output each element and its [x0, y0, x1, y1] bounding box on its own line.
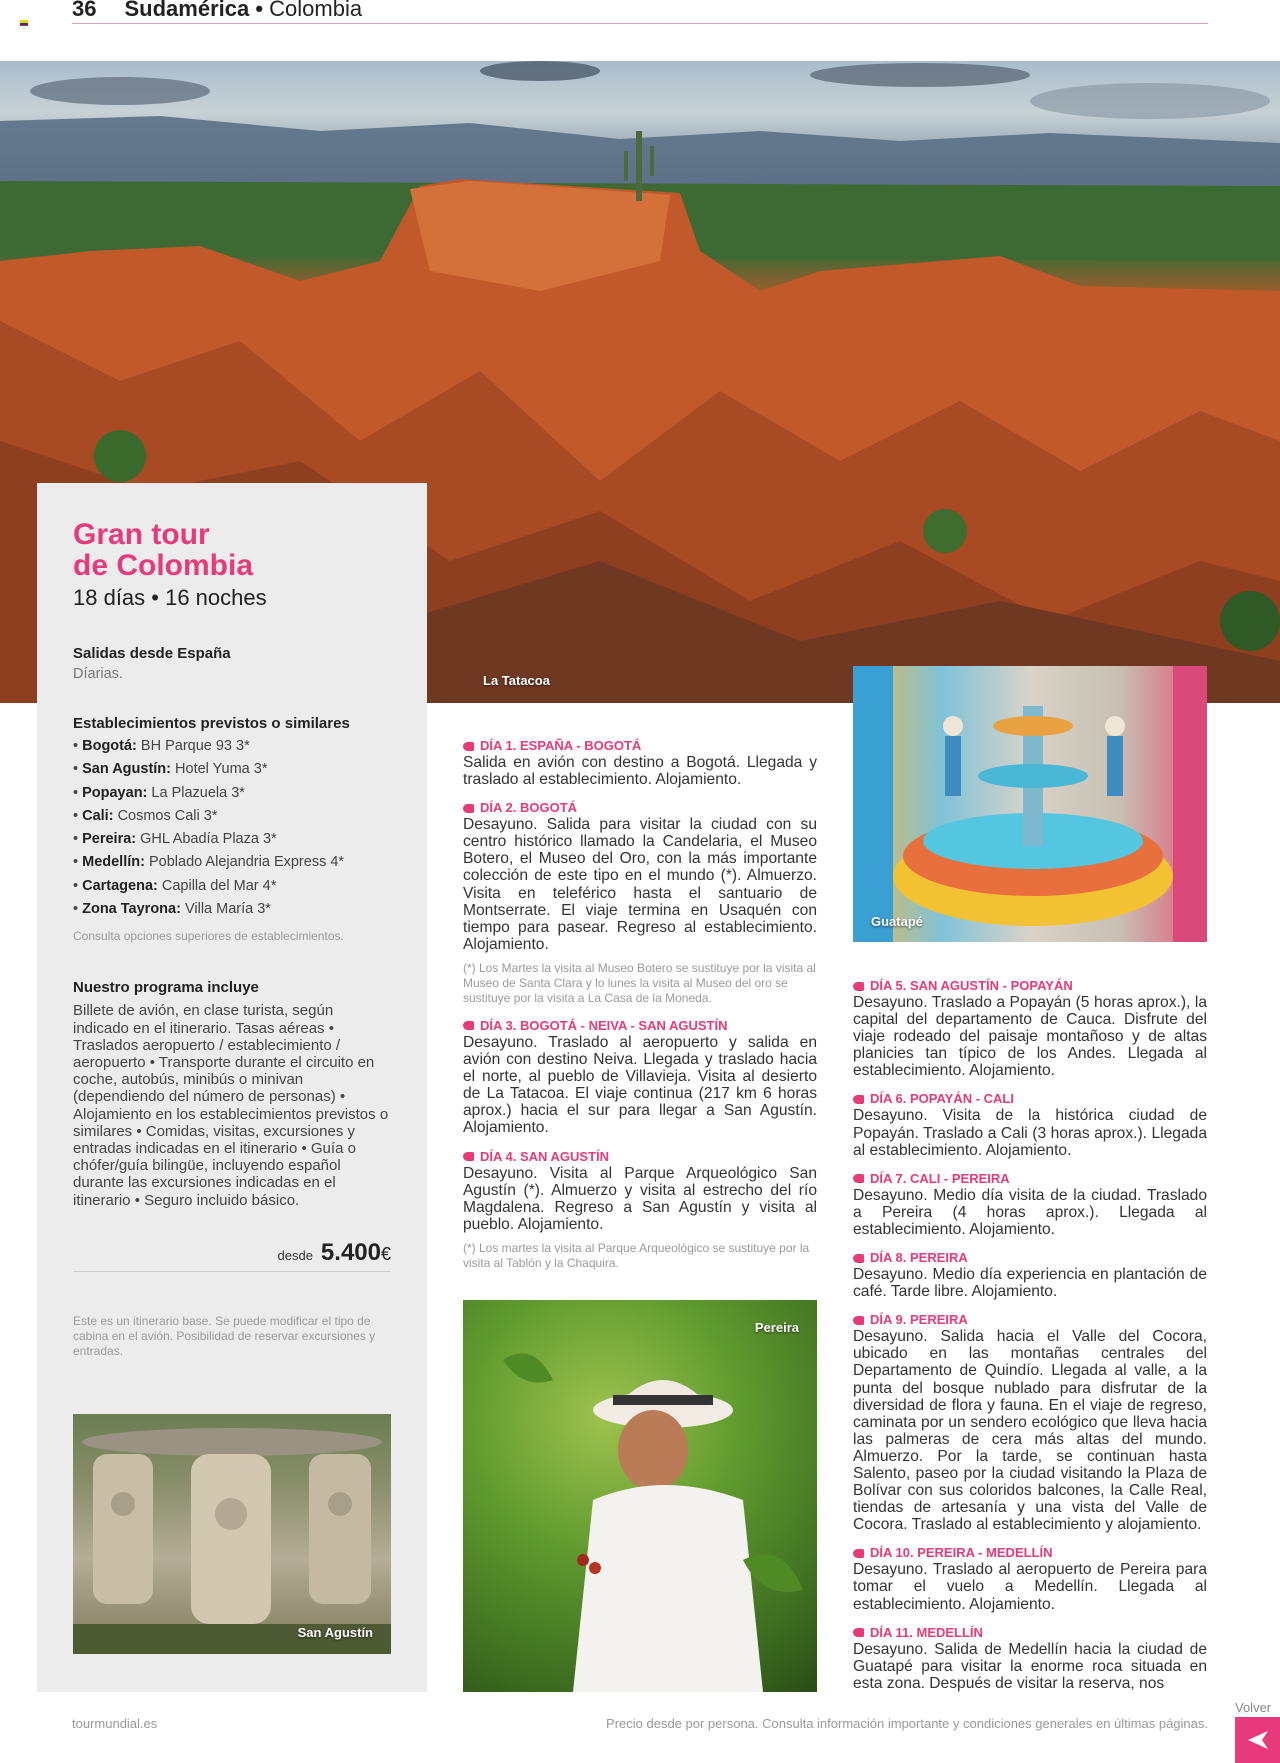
hotel-item [73, 875, 391, 898]
fountain-illustration [853, 666, 1207, 942]
day-description: Desayuno. Visita de la histórica ciudad de Popayán. Traslado a Cali (3 horas aprox.). Llegada al establecimiento. Alojamiento. [853, 1107, 1207, 1159]
price-row [73, 1239, 391, 1272]
bullet: • [73, 784, 83, 801]
day-heading-text: DÍA 9. PEREIRA [870, 1312, 968, 1328]
includes-text: Billete de avión, en clase turista, según indicado en el itinerario. Tasas aéreas • Traslados aeropuerto / establecimiento / aeropuerto • Transporte durante el circuito en coche, autobús, minibús o minivan (dependiendo del número de personas) • Alojamiento en los establecimientos previstos o similares • Comidas, visitas, excursiones y entradas indicadas en el itinerario • Guía o chófer/guía bilingüe, incluyendo español durante las excursiones indicadas en el itinerario • Seguro incluido básico. [73, 1002, 389, 1209]
day-marker-icon [853, 1254, 864, 1263]
day-marker-icon [463, 742, 474, 751]
hotel-name: Capilla del Mar 4* [161, 877, 277, 894]
back-arrow-icon [1246, 1729, 1270, 1751]
price-value: 5.400€ [320, 1238, 391, 1266]
day-heading [853, 1091, 1207, 1107]
bullet: • [73, 831, 83, 848]
caption-pereira: Pereira [754, 1320, 799, 1335]
hotels-note: Consulta opciones superiores de establecimientos. [73, 929, 344, 944]
itinerary-day [463, 800, 817, 1006]
hotel-city: Pereira: [82, 831, 137, 848]
footer-disclaimer: Precio desde por persona. Consulta información importante y condiciones generales en últimas páginas. [606, 1716, 1208, 1731]
hotel-city: Cartagena: [82, 877, 158, 894]
hotel-name: Cosmos Cali 3* [117, 807, 218, 824]
hotel-city: San Agustín: [82, 761, 171, 778]
region-label: Sudamérica [124, 0, 250, 21]
day-heading [853, 1545, 1207, 1561]
day-heading [463, 738, 817, 754]
caption-guatape: Guatapé [871, 914, 924, 929]
day-marker-icon [853, 1628, 864, 1637]
day-note: (*) Los Martes la visita al Museo Botero se sustituye por la visita al Museo de Santa Clara y lo lunes la visita al Museo del oro se sustituye por la visita a La Casa de la Moneda. [463, 960, 816, 1005]
itinerary-day [853, 1312, 1207, 1533]
day-heading [853, 1312, 1207, 1328]
day-description: Desayuno. Traslado a Popayán (5 horas aprox.), la capital del departamento de Cauca. Disfrute del viaje rodeado del paisaje montañoso y de altas planicies tan típico de los Andes. Llegada al establecimiento. Alojamiento. [853, 994, 1207, 1080]
day-heading-text: DÍA 8. PEREIRA [870, 1250, 968, 1266]
day-heading-text: DÍA 2. BOGOTÁ [480, 800, 578, 816]
colombia-flag-icon [20, 20, 28, 26]
hotel-name: La Plazuela 3* [151, 784, 245, 801]
itinerary-day [853, 1171, 1207, 1238]
itinerary-day [853, 1250, 1207, 1300]
day-description: Desayuno. Medio día visita de la ciudad. Traslado a Pereira (4 horas aprox.). Llegada al establecimiento. Alojamiento. [853, 1186, 1207, 1238]
day-heading [853, 1171, 1207, 1187]
breadcrumb [124, 0, 362, 20]
day-heading [463, 1149, 817, 1165]
hotel-name: Hotel Yuma 3* [175, 761, 268, 778]
day-heading-text: DÍA 11. MEDELLÍN [870, 1624, 983, 1640]
day-description: Desayuno. Traslado al aeropuerto y salida en avión con destino Neiva. Llegada y traslado hacia el norte, al pueblo de Villavieja. Visita al desierto de La Tatacoa. El viaje continua (217 km 6 horas aprox.) hacia el sur para llegar a San Agustín. Alojamiento. [463, 1033, 817, 1137]
itinerary-day [853, 1091, 1207, 1158]
itinerary-base-note: Este es un itinerario base. Se puede modificar el tipo de cabina en el avión. Posibilidad de reservar excursiones y entradas. [73, 1313, 376, 1358]
day-description: Desayuno. Visita al Parque Arqueológico San Agustín (*). Almuerzo y visita al estrecho del río Magdalena. Regreso a San Agustín y visita al pueblo. Alojamiento. [463, 1164, 817, 1233]
day-marker-icon [463, 1152, 474, 1161]
country-label: Colombia [269, 0, 363, 21]
day-marker-icon [463, 804, 474, 813]
day-heading-text: DÍA 6. POPAYÁN - CALI [870, 1091, 1014, 1107]
day-marker-icon [853, 1174, 864, 1183]
page-number: 36 [72, 0, 97, 21]
breadcrumb-separator: • [255, 0, 264, 21]
day-description: Desayuno. Medio día experiencia en plantación de café. Tarde libre. Alojamiento. [853, 1266, 1207, 1301]
itinerary-day [853, 1545, 1207, 1612]
hotel-name: GHL Abadía Plaza 3* [140, 831, 277, 848]
back-button[interactable] [1235, 1717, 1280, 1763]
hotel-city: Zona Tayrona: [82, 901, 181, 918]
itinerary-day [463, 1018, 817, 1137]
bullet: • [73, 877, 83, 894]
hotel-city: Cali: [82, 807, 114, 824]
itinerary-day [853, 1625, 1207, 1692]
day-marker-icon [853, 1549, 864, 1558]
tour-duration: 18 días • 16 noches [73, 585, 267, 610]
hotel-list [73, 735, 391, 921]
caption-la-tatacoa: La Tatacoa [483, 673, 550, 688]
departures-heading: Salidas desde España [73, 645, 231, 662]
tour-info-panel [37, 483, 427, 1692]
day-description: Desayuno. Salida hacia el Valle del Cocora, ubicado en las montañas centrales del Departamento de Quindío. Llegada al valle, a la punta del bosque nublado para disfrutar de la diversidad de flora y fauna. En el viaje de regreso, caminata por un sendero ecológico que lleva hacia las palmeras de cera más altas del mundo. Almuerzo. Por la tarde, se continuan hasta Salento, paseo por la ciudad visitando la Plaza de Bolívar con sus coloridos balcones, la Calle Real, tiendas de artesanía y una vista del Valle de Cocora. Traslado al establecimiento y alojamiento. [853, 1328, 1207, 1534]
hotel-item [73, 782, 391, 805]
day-description: Desayuno. Traslado al aeropuerto de Pereira para tomar el vuelo a Medellín. Llegada al establecimiento. Alojamiento. [853, 1561, 1207, 1613]
bullet: • [73, 901, 83, 918]
bullet: • [73, 761, 83, 778]
itinerary-day [463, 1149, 817, 1271]
back-label: Volver [1235, 1700, 1272, 1715]
day-heading-text: DÍA 3. BOGOTÁ - NEIVA - SAN AGUSTÍN [480, 1017, 728, 1033]
day-heading [853, 1625, 1207, 1641]
hotel-city: Popayan: [82, 784, 148, 801]
hotel-item [73, 898, 391, 921]
itinerary-column-1 [463, 738, 817, 1271]
day-heading-text: DÍA 5. SAN AGUSTÍN - POPAYÁN [870, 978, 1073, 993]
itinerary-column-2 [853, 978, 1207, 1692]
bullet: • [73, 807, 83, 824]
day-description: Salida en avión con destino a Bogotá. Llegada y traslado al establecimiento. Alojamiento. [463, 754, 817, 789]
hotel-item [73, 851, 391, 874]
coffee-picker-illustration [463, 1300, 817, 1692]
day-description: Desayuno. Salida para visitar la ciudad con su centro histórico llamado la Candelaria, el Museo Botero, el Museo del Oro, con la más importante colección de este tipo en el mundo (*). Almuerzo. Visita en teleférico hasta el santuario de Montserrate. El viaje termina en Usaquén con tiempo para pasear. Regreso al establecimiento. Alojamiento. [463, 816, 817, 953]
day-marker-icon [853, 1095, 864, 1104]
day-heading [463, 800, 817, 816]
hotel-name: Villa María 3* [184, 901, 271, 918]
day-marker-icon [853, 1316, 864, 1325]
day-note: (*) Los martes la visita al Parque Arqueológico se sustituye por la visita al Tablón y la Chaquira. [463, 1240, 810, 1270]
hotel-city: Medellín: [82, 854, 145, 871]
day-heading [463, 1018, 817, 1034]
footer-site: tourmundial.es [72, 1716, 158, 1731]
day-heading-text: DÍA 4. SAN AGUSTÍN [480, 1148, 610, 1164]
day-marker-icon [463, 1021, 474, 1030]
page-header [72, 0, 1208, 24]
itinerary-day [463, 738, 817, 788]
hotels-heading: Establecimientos previstos o similares [73, 715, 350, 732]
day-marker-icon [853, 982, 864, 991]
hotel-item [73, 805, 391, 828]
hotel-item [73, 735, 391, 758]
day-heading-text: DÍA 1. ESPAÑA - BOGOTÁ [480, 738, 642, 753]
photo-san-agustin [73, 1414, 391, 1654]
day-heading [853, 978, 1207, 994]
day-heading-text: DÍA 7. CALI - PEREIRA [870, 1170, 1010, 1186]
departures-value: Díarias. [73, 666, 123, 682]
day-description: Desayuno. Salida de Medellín hacia la ciudad de Guatapé para visitar la enorme roca situada en esta zona. Después de visitar la reserva, nos [853, 1640, 1207, 1692]
day-heading [853, 1250, 1207, 1266]
bullet: • [73, 854, 83, 871]
caption-san-agustin: San Agustín [297, 1625, 373, 1640]
hotel-item [73, 828, 391, 851]
hotel-city: Bogotá: [82, 738, 137, 754]
hotel-name: Poblado Alejandria Express 4* [148, 854, 345, 871]
photo-pereira [463, 1300, 817, 1692]
day-heading-text: DÍA 10. PEREIRA - MEDELLÍN [870, 1545, 1053, 1561]
hotel-item [73, 758, 391, 781]
tour-title: Gran tour de Colombia [73, 518, 254, 582]
itinerary-day [853, 978, 1207, 1079]
photo-guatape [853, 666, 1207, 942]
statues-illustration [73, 1414, 391, 1654]
bullet: • [73, 738, 83, 754]
includes-heading: Nuestro programa incluye [73, 979, 259, 997]
hotel-name: BH Parque 93 3* [140, 738, 250, 754]
price-from-label: desde [277, 1247, 313, 1263]
